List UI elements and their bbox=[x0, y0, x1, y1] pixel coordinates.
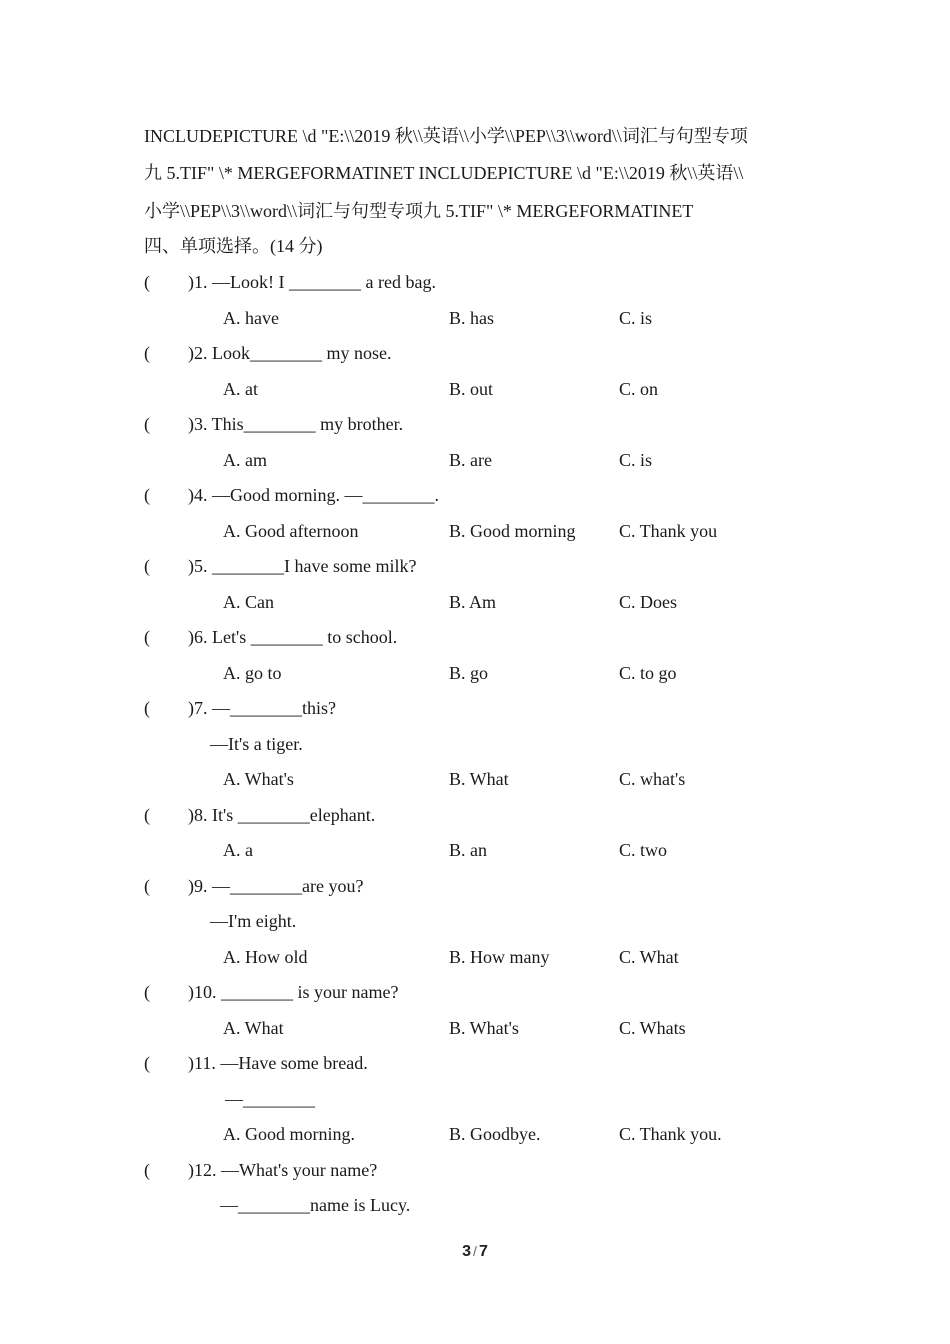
question-9: )9. —________are you? bbox=[188, 876, 364, 896]
question-3: )3. This________ my brother. bbox=[188, 414, 404, 434]
option-c: C. What bbox=[619, 947, 679, 967]
page-separator: / bbox=[473, 1243, 477, 1259]
option-c: C. to go bbox=[619, 663, 677, 683]
option-a: A. am bbox=[223, 450, 267, 470]
answer-paren: ( bbox=[144, 414, 150, 434]
page-number bbox=[0, 1243, 950, 1261]
answer-paren: ( bbox=[144, 343, 150, 363]
current-page: 3 bbox=[462, 1243, 472, 1260]
answer-paren: ( bbox=[144, 272, 150, 292]
answer-paren: ( bbox=[144, 1053, 150, 1073]
option-b: B. Good morning bbox=[449, 521, 576, 541]
answer-paren: ( bbox=[144, 556, 150, 576]
header-line-1: INCLUDEPICTURE \d "E:\\2019 秋\\英语\\小学\\PEP\\3\\word\\词汇与句型专项 bbox=[144, 126, 748, 146]
option-a: A. have bbox=[223, 308, 279, 328]
option-a: A. Good afternoon bbox=[223, 521, 359, 541]
answer-paren: ( bbox=[144, 1160, 150, 1180]
answer-paren: ( bbox=[144, 876, 150, 896]
option-b: B. Am bbox=[449, 592, 497, 612]
option-a: A. go to bbox=[223, 663, 282, 683]
option-a: A. What bbox=[223, 1018, 284, 1038]
question-4: )4. —Good morning. —________. bbox=[188, 485, 439, 505]
option-b: B. go bbox=[449, 663, 489, 683]
option-b: B. What's bbox=[449, 1018, 519, 1038]
option-c: C. Thank you. bbox=[619, 1124, 722, 1144]
question-7-reply: —It's a tiger. bbox=[210, 734, 303, 754]
question-12-reply: —________name is Lucy. bbox=[220, 1195, 411, 1215]
answer-paren: ( bbox=[144, 982, 150, 1002]
question-12: )12. —What's your name? bbox=[188, 1160, 378, 1180]
question-8: )8. It's ________elephant. bbox=[188, 805, 376, 825]
question-1: )1. —Look! I ________ a red bag. bbox=[188, 272, 436, 292]
answer-paren: ( bbox=[144, 805, 150, 825]
option-c: C. two bbox=[619, 840, 668, 860]
option-c: C. is bbox=[619, 308, 653, 328]
question-7: )7. —________this? bbox=[188, 698, 336, 718]
option-c: C. what's bbox=[619, 769, 686, 789]
option-a: A. Good morning. bbox=[223, 1124, 355, 1144]
option-b: B. out bbox=[449, 379, 494, 399]
section-title: 四、单项选择。(14 分) bbox=[144, 236, 323, 256]
option-a: A. a bbox=[223, 840, 253, 860]
question-5: )5. ________I have some milk? bbox=[188, 556, 417, 576]
option-b: B. are bbox=[449, 450, 492, 470]
question-9-reply: —I'm eight. bbox=[210, 911, 297, 931]
option-c: C. Thank you bbox=[619, 521, 718, 541]
header-line-3: 小学\\PEP\\3\\word\\词汇与句型专项九 5.TIF" \* MERGEFORMATINET bbox=[144, 201, 694, 221]
answer-paren: ( bbox=[144, 627, 150, 647]
option-a: A. What's bbox=[223, 769, 294, 789]
option-b: B. What bbox=[449, 769, 509, 789]
header-line-2: 九 5.TIF" \* MERGEFORMATINET INCLUDEPICTURE \d "E:\\2019 秋\\英语\\ bbox=[144, 163, 744, 183]
option-b: B. an bbox=[449, 840, 487, 860]
question-11: )11. —Have some bread. bbox=[188, 1053, 368, 1073]
option-c: C. Whats bbox=[619, 1018, 686, 1038]
option-c: C. Does bbox=[619, 592, 677, 612]
question-2: )2. Look________ my nose. bbox=[188, 343, 392, 363]
option-c: C. on bbox=[619, 379, 659, 399]
answer-paren: ( bbox=[144, 698, 150, 718]
option-b: B. Goodbye. bbox=[449, 1124, 541, 1144]
question-10: )10. ________ is your name? bbox=[188, 982, 399, 1002]
option-b: B. How many bbox=[449, 947, 550, 967]
option-b: B. has bbox=[449, 308, 494, 328]
answer-paren: ( bbox=[144, 485, 150, 505]
total-pages: 7 bbox=[478, 1243, 488, 1260]
option-a: A. How old bbox=[223, 947, 308, 967]
question-6: )6. Let's ________ to school. bbox=[188, 627, 398, 647]
option-a: A. Can bbox=[223, 592, 274, 612]
question-11-reply: —________ bbox=[225, 1089, 315, 1109]
option-a: A. at bbox=[223, 379, 258, 399]
option-c: C. is bbox=[619, 450, 653, 470]
